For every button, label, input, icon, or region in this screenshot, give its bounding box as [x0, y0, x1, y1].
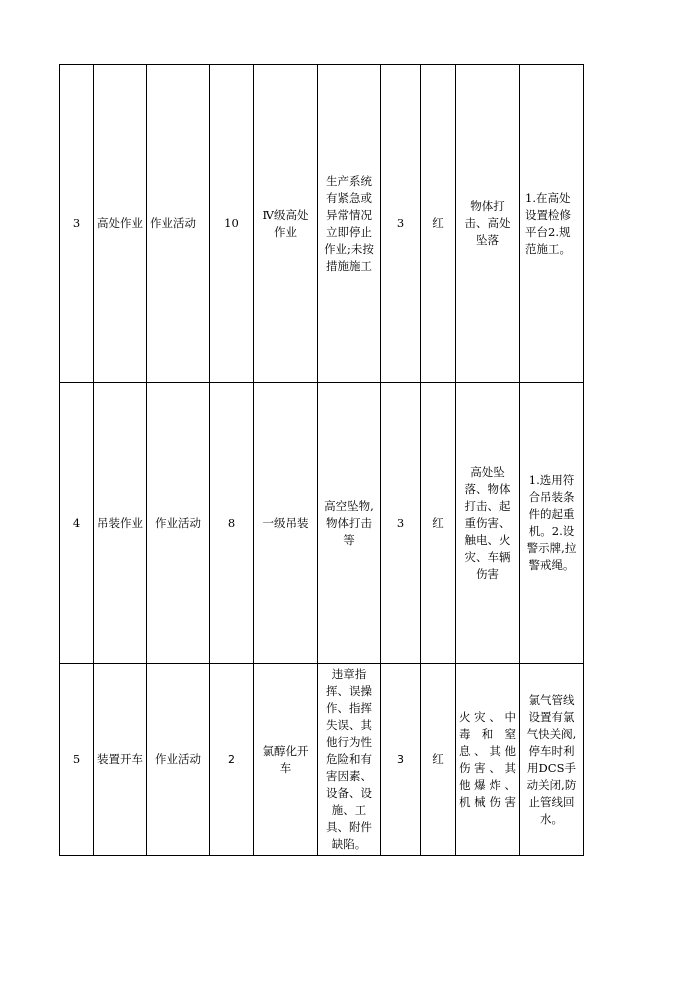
cell-grade: 3: [381, 664, 421, 856]
cell-score: 8: [210, 383, 254, 664]
cell-level: Ⅳ级高处作业: [254, 65, 318, 383]
cell-color: 红: [421, 383, 456, 664]
cell-measure: 1.选用符合吊装条件的起重机。2.设警示牌,拉警戒绳。: [520, 383, 584, 664]
cell-score: 10: [210, 65, 254, 383]
cell-item: 高处作业: [94, 65, 147, 383]
cell-no: 3: [60, 65, 94, 383]
cell-hazard: 物体打击、高处坠落: [456, 65, 520, 383]
cell-measure: 氯气管线设置有氯气快关阀,停车时利用DCS手动关闭,防止管线回水。: [520, 664, 584, 856]
cell-grade: 3: [381, 383, 421, 664]
cell-category: 作业活动: [147, 383, 210, 664]
cell-condition: 生产系统有紧急或异常情况立即停止作业;未按措施施工: [318, 65, 381, 383]
cell-level: 一级吊装: [254, 383, 318, 664]
cell-item: 装置开车: [94, 664, 147, 856]
cell-hazard: 高处坠落、物体打击、起重伤害、触电、火灾、车辆伤害: [456, 383, 520, 664]
cell-condition: 违章指挥、误操作、指挥失误、其他行为性危险和有害因素、设备、设施、工具、附件缺陷。: [318, 664, 381, 856]
cell-score: 2: [210, 664, 254, 856]
cell-category: 作业活动: [147, 664, 210, 856]
cell-grade: 3: [381, 65, 421, 383]
cell-item: 吊装作业: [94, 383, 147, 664]
cell-color: 红: [421, 664, 456, 856]
table-row: [60, 65, 584, 383]
cell-no: 4: [60, 383, 94, 664]
cell-condition: 高空坠物,物体打击等: [318, 383, 381, 664]
table-row: [60, 383, 584, 664]
cell-hazard: 火灾、中毒和窒息、其他伤害、其他爆炸、机械伤害: [456, 664, 520, 856]
risk-table: [59, 64, 584, 856]
cell-color: 红: [421, 65, 456, 383]
cell-level: 氯醇化开车: [254, 664, 318, 856]
table-row: [60, 664, 584, 856]
cell-measure: 1.在高处设置检修平台2.规范施工。: [520, 65, 584, 383]
cell-category: 作业活动: [147, 65, 210, 383]
cell-no: 5: [60, 664, 94, 856]
